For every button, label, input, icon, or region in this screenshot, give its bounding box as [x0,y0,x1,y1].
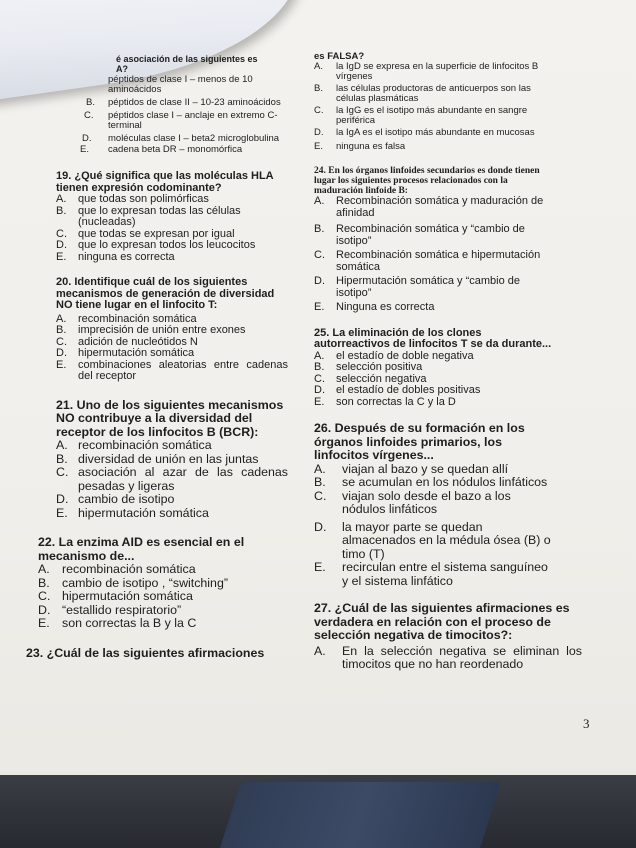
answer-option: A. que todas son polimórficas [56,193,209,205]
question-header: é asociación de las siguientes es [116,54,258,64]
option-list [56,75,288,155]
question-23-tail [314,52,552,152]
answer-option: E. hipermutación somática [56,505,209,520]
answer-option: E. Ninguna es correcta [314,301,435,313]
answer-option: A. el estadío de doble negativa [314,349,474,362]
question-18-tail [108,55,288,74]
answer-option: B. se acumulan en los nódulos linfáticos [314,475,548,489]
answer-option: E. combinaciones aleatorias entre cadenas del receptor [56,358,288,382]
answer-option: C. adición de nucleótidos N [56,335,198,348]
question-title: 22. La enzima AID es esencial en el mecanismo de... [38,535,245,563]
answer-option: A. Recombinación somática y maduración de afinidad [314,195,544,219]
question-21 [56,399,288,521]
page-number: 3 [583,716,590,731]
answer-option: E. ninguna es correcta [56,250,175,263]
question-20 [56,277,288,383]
question-24 [314,166,552,314]
question-19 [56,171,288,263]
question-22 [38,536,288,631]
answer-option: B. las células productoras de anticuerpos son las células plasmáticas [314,83,531,104]
answer-option: C. que todas se expresan por igual [56,227,235,240]
answer-option: E. son correctas la B y la C [38,616,197,630]
answer-option: B. Recombinación somática y “cambio de isotipo” [314,223,525,247]
answer-option: C. asociación al azar de las cadenas pesadas y ligeras [56,465,288,493]
fabric-sleeve [219,782,502,848]
answer-option: A. En la selección negativa se eliminan los timocitos que no han reordenado [314,643,582,671]
answer-option: péptidos de clase I – menos de 10 aminoácidos [108,74,253,95]
left-column [26,54,288,660]
answer-option: C. la IgG es el isotipo más abundante en sangre periférica [314,105,528,126]
answer-option: D. que lo expresan todos los leucocitos [56,239,256,251]
question-title: 23. ¿Cuál de las siguientes afirmaciones [26,645,265,660]
question-header: es FALSA? [314,51,365,62]
answer-option: D. el estadío de dobles positivas [314,384,481,396]
answer-option: B. diversidad de unión en las juntas [56,451,259,466]
answer-option: D. “estallido respiratorio” [38,602,182,617]
answer-option: A. la IgD se expresa en la superficie de linfocitos B vírgenes [314,61,539,82]
answer-option: C. selección negativa [314,372,427,385]
answer-option: E. recirculan entre el sistema sanguíneo y el sistema linfático [314,560,548,588]
answer-option: D. cambio de isotipo [56,492,175,506]
answer-option: A. viajan al bazo y se quedan allí [314,461,509,476]
question-title: 26. Después de su formación en los órganos linfoides primarios, los linfocitos vírgenes... [314,421,525,462]
answer-option: D. hipermutación somática [56,347,195,359]
question-title: 24. En los órganos linfoides secundarios es donde tienen lugar los siguientes procesos relacionados con la maduración linfoide B: [314,166,540,196]
answer-option: B. cambio de isotipo , “switching” [38,575,228,590]
answer-option: B. imprecisión de unión entre exones [56,324,246,336]
answer-option: E. son correctas la C y la D [314,395,456,408]
answer-option: E. cadena beta DR – monomórfica [80,144,243,155]
answer-option: C. Recombinación somática e hipermutación somática [314,249,541,273]
answer-option: B. selección positiva [314,361,423,373]
answer-option: C. hipermutación somática [38,589,193,603]
answer-option: C. viajan solo desde el bazo a los nódulos linfáticos [314,488,511,516]
question-25 [314,328,552,409]
answer-option: E. ninguna es falsa [314,141,406,152]
right-column [314,51,582,672]
answer-option: D. la IgA es el isotipo más abundante en mucosas [314,127,535,138]
answer-option: C. péptidos clase I – anclaje en extremo C-terminal [84,110,278,131]
question-title: 20. Identifique cuál de los siguientes mecanismos de generación de diversidad NO tiene lugar en el linfocito T: [56,276,275,311]
answer-option: A. recombinación somática [38,562,196,576]
question-title: 27. ¿Cuál de las siguientes afirmaciones es verdadera en relación con el proceso de selección negativa de timocitos?: [314,601,570,642]
answer-option: D. la mayor parte se quedan almacenados en la médula ósea (B) o timo (T) [314,519,551,561]
question-title: 25. La eliminación de los clones autorreactivos de linfocitos T se da durante... [314,326,552,350]
answer-option: D. moléculas clase I – beta2 microglobulina [82,133,280,144]
answer-option: A. recombinación somática [56,312,197,325]
answer-option: B. que lo expresan todas las células (nucleadas) [56,204,241,228]
question-title: 19. ¿Qué significa que las moléculas HLA tienen expresión codominante? [56,170,274,194]
question-26 [314,422,552,588]
answer-option: A. recombinación somática [56,438,212,452]
question-23 [26,647,288,661]
answer-option: D. Hipermutación somática y “cambio de isotipo” [314,275,521,299]
question-header: A? [116,63,128,74]
question-title: 21. Uno de los siguientes mecanismos NO contribuye a la diversidad del receptor de los linfocitos B (BCR): [56,397,284,439]
question-27 [314,602,582,672]
answer-option: B. péptidos de clase II – 10-23 aminoácidos [86,97,281,108]
